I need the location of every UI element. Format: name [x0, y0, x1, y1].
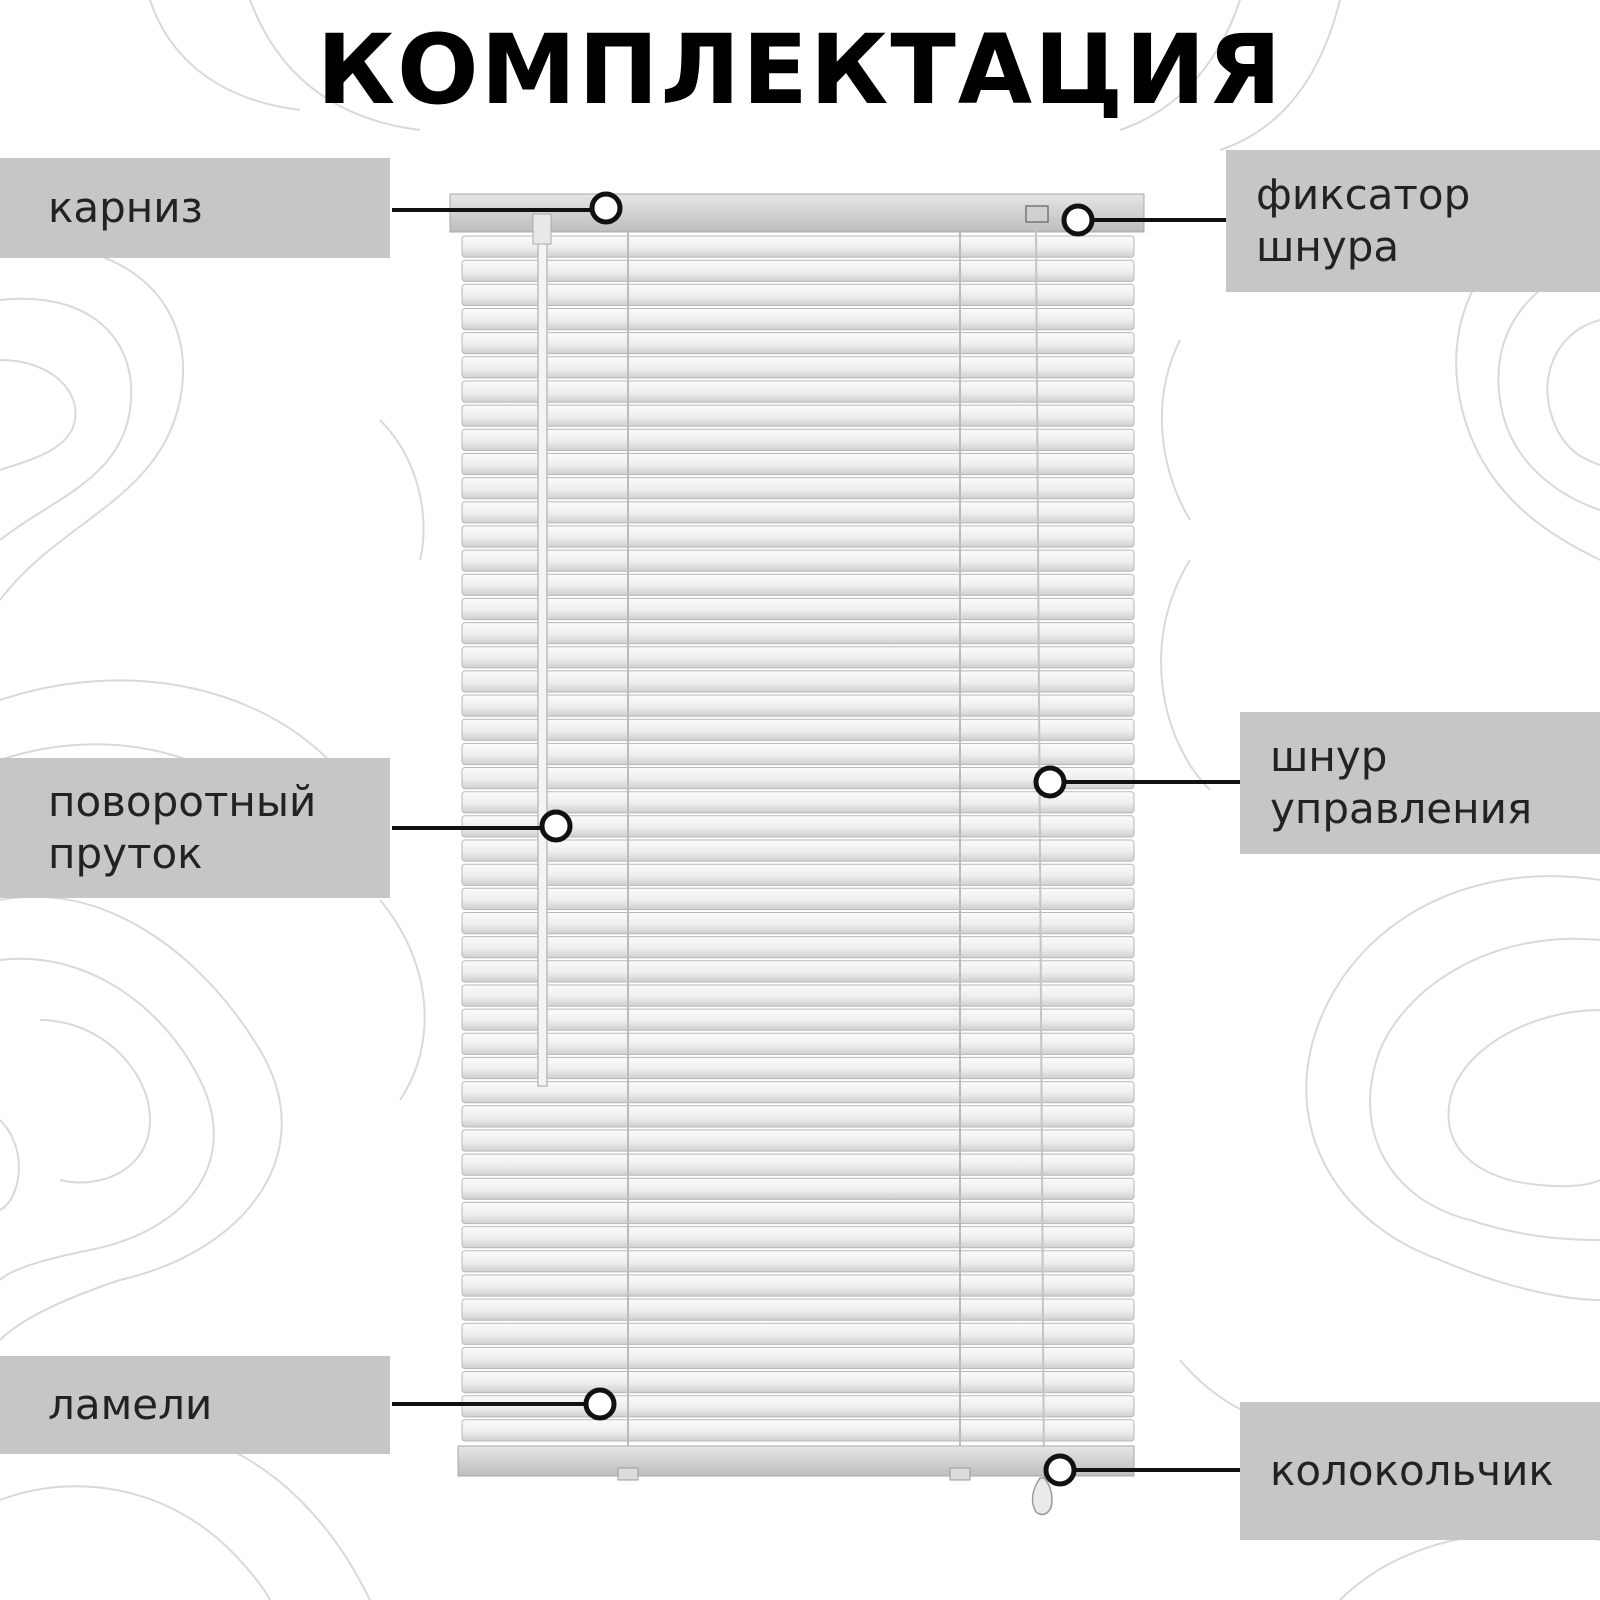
slat	[462, 719, 1134, 740]
cord-lock-callout-dot	[1064, 206, 1092, 234]
slat	[462, 937, 1134, 958]
slat	[462, 1106, 1134, 1127]
slat	[462, 1396, 1134, 1417]
bell-label-text: колокольчик	[1270, 1446, 1554, 1495]
cord-end-cap-left	[618, 1468, 638, 1480]
slat	[462, 913, 1134, 934]
slat	[462, 453, 1134, 474]
slat	[462, 357, 1134, 378]
bell-tassel	[1033, 1478, 1052, 1514]
slat	[462, 647, 1134, 668]
slats-label-text: ламели	[48, 1380, 213, 1429]
slat	[462, 1009, 1134, 1030]
page-title: КОМПЛЕКТАЦИЯ	[316, 14, 1284, 126]
slat	[462, 1130, 1134, 1151]
slat	[462, 623, 1134, 644]
slat	[462, 429, 1134, 450]
slat	[462, 381, 1134, 402]
slat	[462, 864, 1134, 885]
slat	[462, 1251, 1134, 1272]
tilt-wand-hook	[533, 214, 551, 244]
bottom-rail	[458, 1446, 1134, 1476]
tilt-wand-label-text: поворотный пруток	[48, 777, 317, 878]
slat	[462, 961, 1134, 982]
slat	[462, 768, 1134, 789]
slat	[462, 888, 1134, 909]
slat	[462, 236, 1134, 257]
slat	[462, 1347, 1134, 1368]
slat	[462, 309, 1134, 330]
tilt-wand-callout-dot	[542, 812, 570, 840]
slat	[462, 478, 1134, 499]
slat	[462, 284, 1134, 305]
slat	[462, 1372, 1134, 1393]
slat	[462, 1227, 1134, 1248]
slat	[462, 985, 1134, 1006]
slats-callout-dot	[586, 1390, 614, 1418]
slat	[462, 1299, 1134, 1320]
slat	[462, 502, 1134, 523]
slat	[462, 1202, 1134, 1223]
cord-lock-label-text: фиксатор шнура	[1256, 170, 1471, 271]
slat	[462, 550, 1134, 571]
slat	[462, 671, 1134, 692]
slat	[462, 695, 1134, 716]
slat	[462, 1178, 1134, 1199]
slat	[462, 1057, 1134, 1078]
control-cord-label-text: шнур управления	[1270, 732, 1533, 833]
slat	[462, 526, 1134, 547]
slat	[462, 260, 1134, 281]
cornice-callout-dot	[592, 194, 620, 222]
control-cord-callout-dot	[1036, 768, 1064, 796]
tilt-wand	[538, 240, 547, 1086]
slat	[462, 1323, 1134, 1344]
cord-lock	[1026, 206, 1048, 222]
slat	[462, 405, 1134, 426]
slat	[462, 598, 1134, 619]
slat	[462, 840, 1134, 861]
cornice-label-text: карниз	[48, 183, 203, 232]
slat	[462, 792, 1134, 813]
slat	[462, 1420, 1134, 1441]
slat	[462, 1033, 1134, 1054]
slat	[462, 333, 1134, 354]
slat	[462, 1082, 1134, 1103]
slat	[462, 574, 1134, 595]
slat	[462, 1154, 1134, 1175]
slat	[462, 1275, 1134, 1296]
slat	[462, 743, 1134, 764]
bell-callout-dot	[1046, 1456, 1074, 1484]
cord-end-cap-right	[950, 1468, 970, 1480]
